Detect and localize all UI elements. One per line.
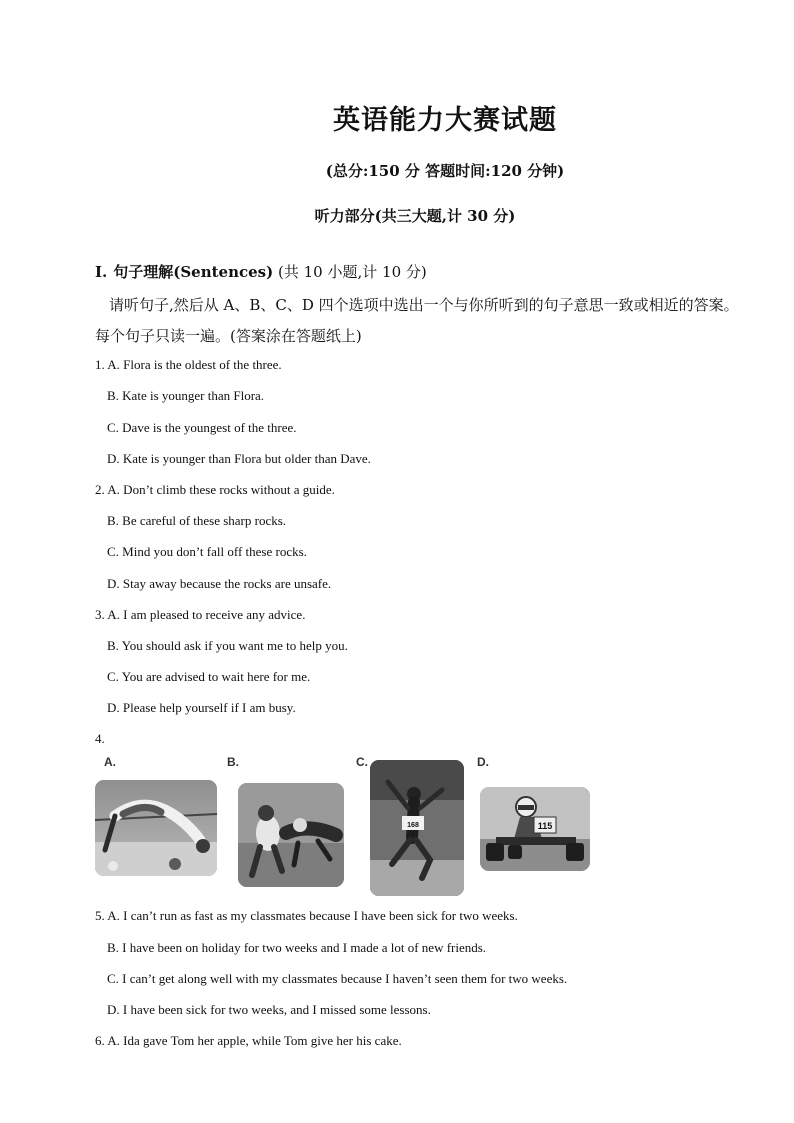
picture-label-b: B. bbox=[227, 755, 239, 769]
option-a: A. I am pleased to receive any advice. bbox=[107, 607, 306, 622]
option-c: C. I can’t get along well with my classmates because I haven’t seen them for two weeks. bbox=[107, 971, 568, 986]
section-heading bbox=[95, 261, 427, 282]
picture-label-a: A. bbox=[104, 755, 116, 769]
option-b: B. Kate is younger than Flora. bbox=[107, 388, 265, 403]
option-a: A. Don’t climb these rocks without a guide. bbox=[107, 482, 335, 497]
picture-high-jump bbox=[95, 780, 217, 876]
option-c: C. Mind you don’t fall off these rocks. bbox=[107, 544, 307, 559]
kart-number: 115 bbox=[537, 821, 553, 831]
section-instruction: 请听句子,然后从 A、B、C、D 四个选项中选出一个与你所听到的句子意思一致或相近的答案。每个句子只读一遍。(答案涂在答题纸上) bbox=[95, 296, 739, 345]
option-c: C. You are advised to wait here for me. bbox=[107, 669, 311, 684]
option-a: A. I can’t run as fast as my classmates because I have been sick for two weeks. bbox=[107, 908, 518, 923]
question-2 bbox=[95, 482, 335, 498]
option-d: D. I have been sick for two weeks, and I missed some lessons. bbox=[107, 1002, 431, 1017]
question-number: 5. bbox=[95, 908, 105, 923]
page-title: 英语能力大赛试题 bbox=[333, 105, 557, 136]
option-b: B. Be careful of these sharp rocks. bbox=[107, 513, 287, 528]
section-number: I. bbox=[95, 263, 108, 281]
question-number: 1. bbox=[95, 357, 105, 372]
section-note: (共 10 小题,计 10 分) bbox=[278, 263, 427, 281]
option-a: A. Ida gave Tom her apple, while Tom give her his cake. bbox=[107, 1033, 402, 1048]
question-4: 4. bbox=[95, 731, 105, 746]
question-1 bbox=[95, 357, 282, 373]
option-b: B. You should ask if you want me to help you. bbox=[107, 638, 348, 653]
listening-heading: 听力部分(共三大题,计 30 分) bbox=[314, 207, 516, 225]
question-number: 6. bbox=[95, 1033, 105, 1048]
bib-number: 168 bbox=[407, 822, 419, 829]
picture-label-c: C. bbox=[356, 755, 368, 769]
question-6 bbox=[95, 1033, 402, 1049]
option-d: D. Kate is younger than Flora but older than Dave. bbox=[107, 451, 371, 466]
question-5 bbox=[95, 908, 518, 924]
option-d: D. Stay away because the rocks are unsafe. bbox=[107, 576, 332, 591]
option-d: D. Please help yourself if I am busy. bbox=[107, 700, 296, 715]
picture-football bbox=[238, 783, 344, 887]
option-b: B. I have been on holiday for two weeks and I made a lot of new friends. bbox=[107, 940, 487, 955]
picture-go-kart bbox=[480, 787, 590, 871]
exam-subtitle: (总分:150 分 答题时间:120 分钟) bbox=[325, 162, 565, 180]
question-3 bbox=[95, 607, 305, 623]
question-number: 3. bbox=[95, 607, 105, 622]
picture-long-jump bbox=[370, 760, 464, 896]
option-a: A. Flora is the oldest of the three. bbox=[107, 357, 282, 372]
option-c: C. Dave is the youngest of the three. bbox=[107, 420, 297, 435]
section-name: 句子理解(Sentences) bbox=[113, 263, 274, 281]
picture-label-d: D. bbox=[477, 755, 489, 769]
question-number: 2. bbox=[95, 482, 105, 497]
